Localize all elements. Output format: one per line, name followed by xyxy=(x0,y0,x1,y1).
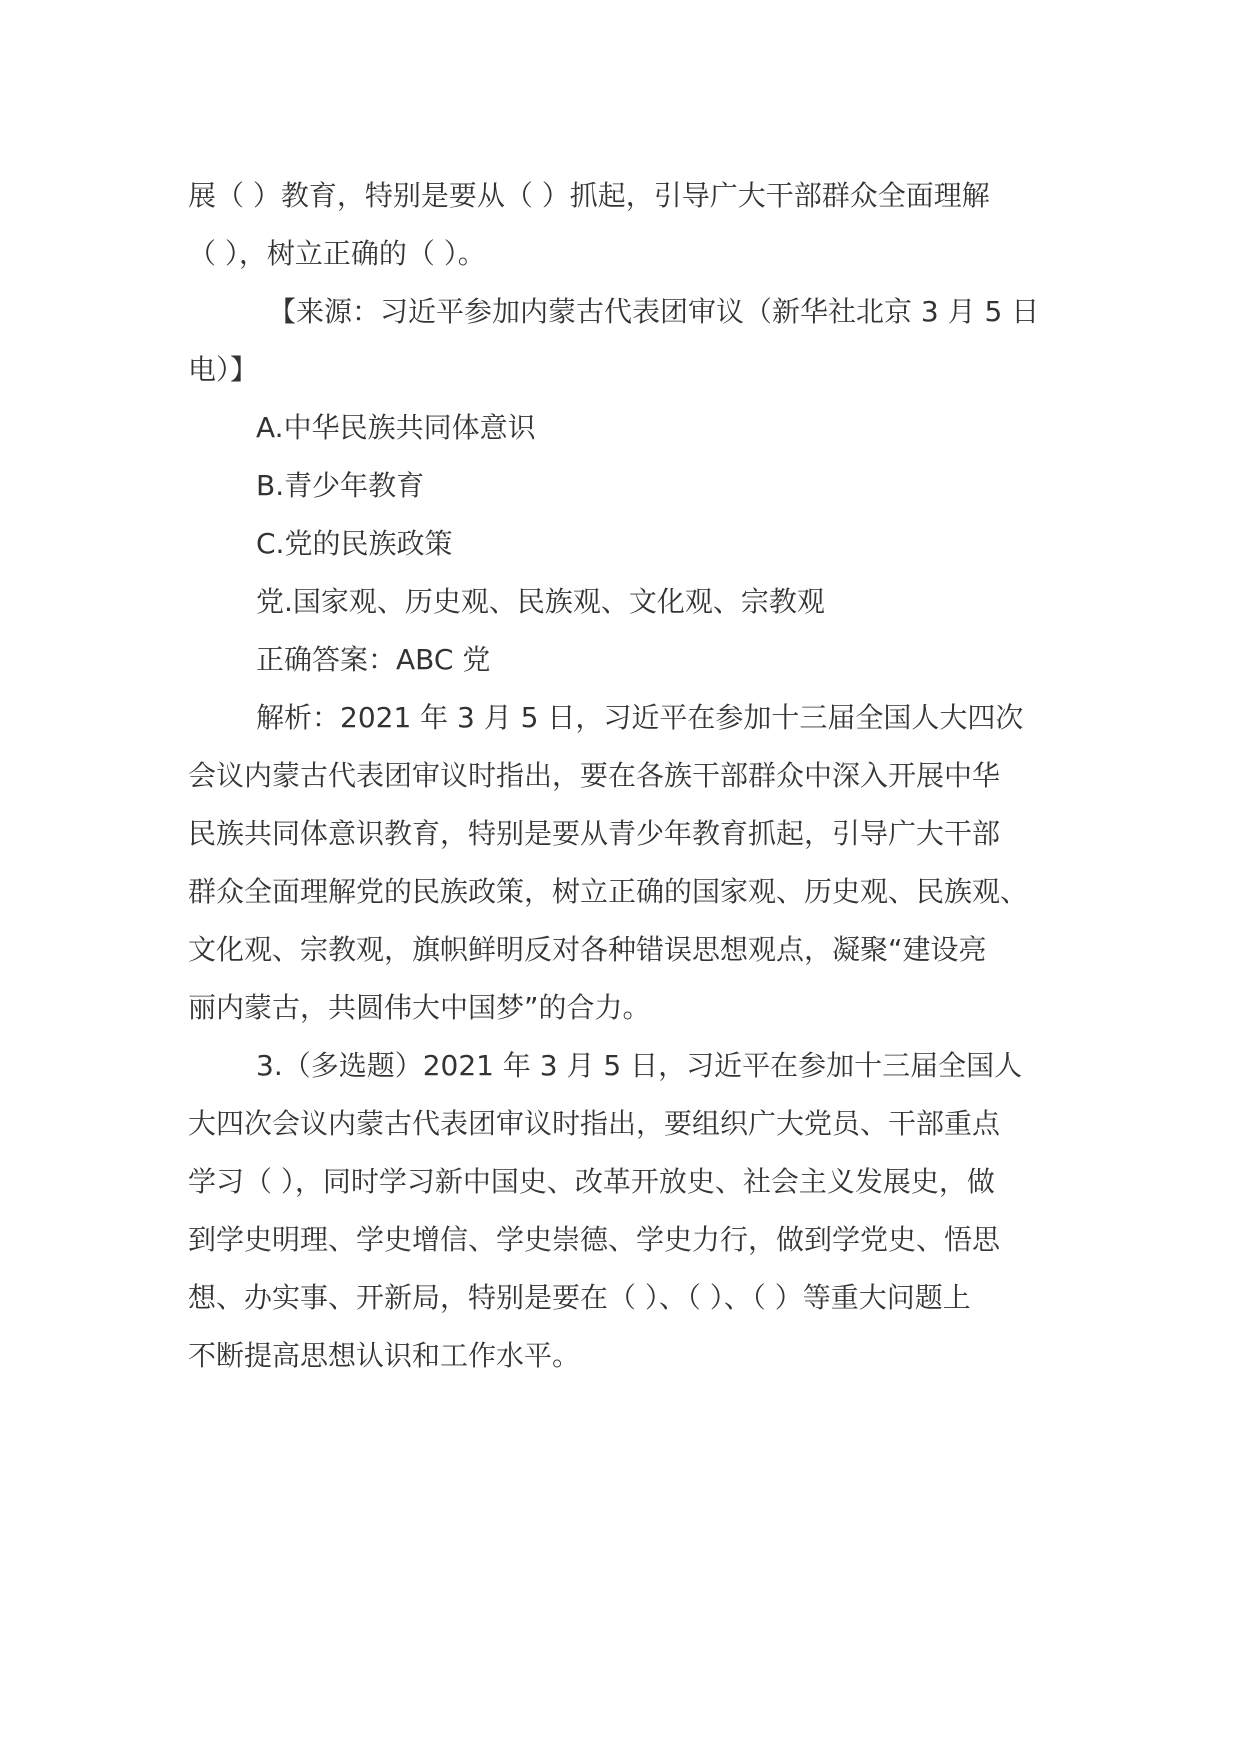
question-3-line: 学习（ ），同时学习新中国史、改革开放史、社会主义发展史，做 xyxy=(188,1165,995,1198)
analysis-line: 丽内蒙古，共圆伟大中国梦”的合力。 xyxy=(188,991,651,1024)
source-line: 【来源：习近平参加内蒙古代表团审议（新华社北京 3 月 5 日 xyxy=(268,295,1040,328)
option-a: A.中华民族共同体意识 xyxy=(256,411,536,444)
question-3-line: 想、办实事、开新局，特别是要在（ ）、（ ）、（ ）等重大问题上 xyxy=(188,1281,971,1314)
correct-answer: 正确答案：ABC 党 xyxy=(256,643,491,676)
analysis-line: 会议内蒙古代表团审议时指出，要在各族干部群众中深入开展中华 xyxy=(188,759,1001,792)
question-3-line: 到学史明理、学史增信、学史崇德、学史力行，做到学党史、悟思 xyxy=(188,1223,1001,1256)
analysis-line: 群众全面理解党的民族政策，树立正确的国家观、历史观、民族观、 xyxy=(188,875,1029,908)
analysis-line: 文化观、宗教观，旗帜鲜明反对各种错误思想观点，凝聚“建设亮 xyxy=(188,933,987,966)
option-c: C.党的民族政策 xyxy=(256,527,453,560)
analysis-line: 解析：2021 年 3 月 5 日，习近平在参加十三届全国人大四次 xyxy=(256,701,1024,734)
question-stem-line: （ ），树立正确的（ ）。 xyxy=(188,237,486,270)
source-line: 电）】 xyxy=(188,353,259,386)
question-3-line: 不断提高思想认识和工作水平。 xyxy=(188,1339,581,1372)
question-3-line: 3.（多选题）2021 年 3 月 5 日，习近平在参加十三届全国人 xyxy=(256,1049,1023,1082)
option-d: 党.国家观、历史观、民族观、文化观、宗教观 xyxy=(256,585,825,618)
question-stem-line: 展（ ）教育，特别是要从（ ）抓起，引导广大干部群众全面理解 xyxy=(188,179,990,212)
option-b: B.青少年教育 xyxy=(256,469,425,502)
analysis-line: 民族共同体意识教育，特别是要从青少年教育抓起，引导广大干部 xyxy=(188,817,1001,850)
question-3-line: 大四次会议内蒙古代表团审议时指出，要组织广大党员、干部重点 xyxy=(188,1107,1001,1140)
